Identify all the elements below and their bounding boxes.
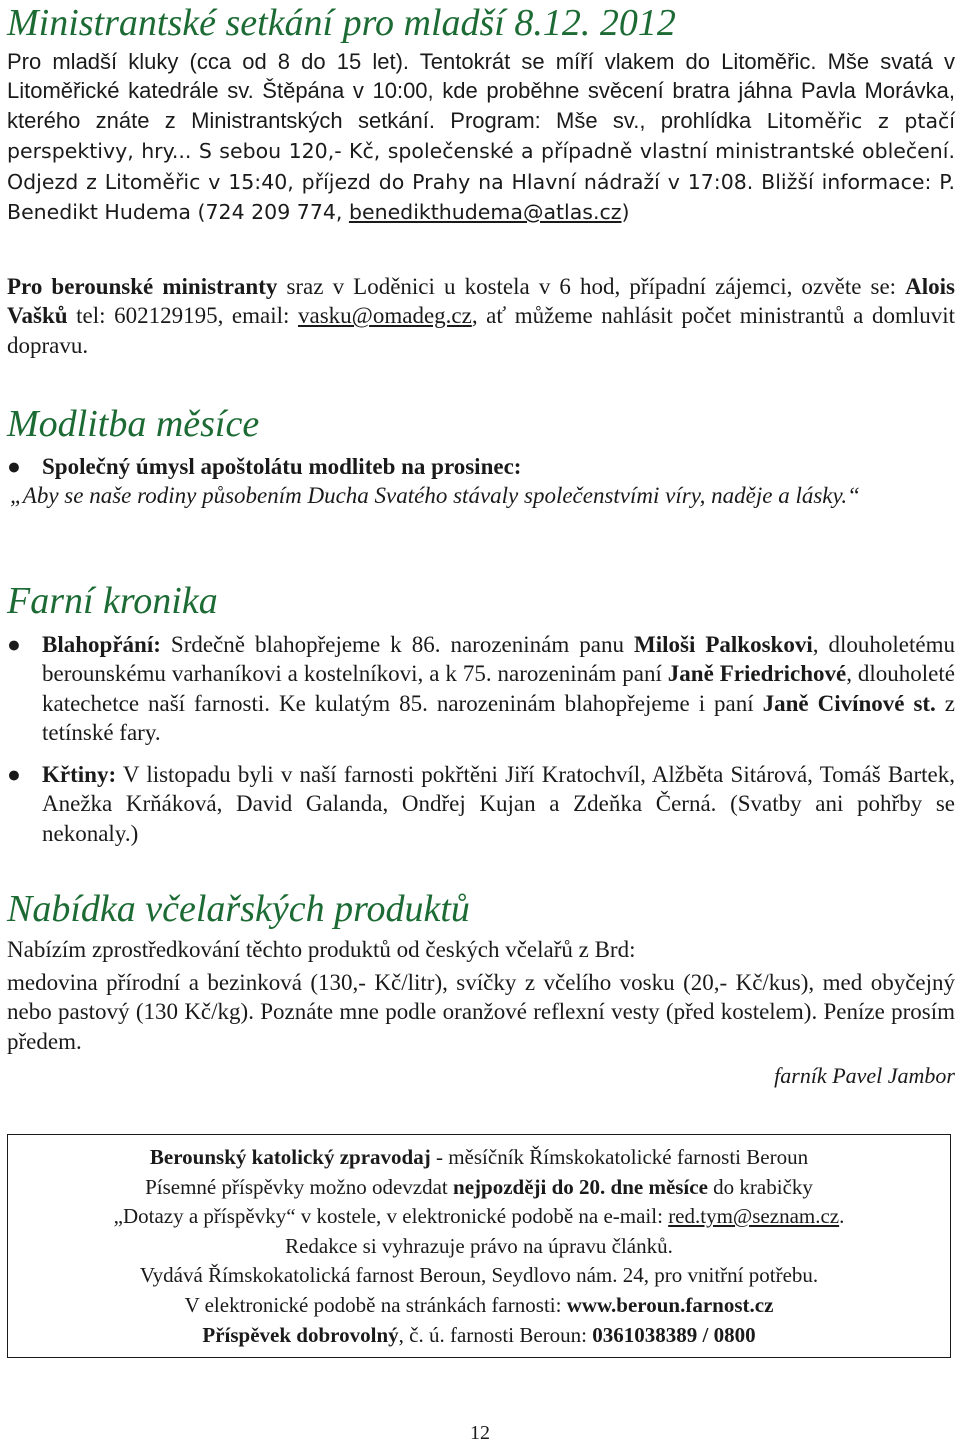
beroun-ministrants-paragraph: [7, 272, 955, 360]
page-number: 12: [470, 1422, 490, 1444]
parish-website: www.beroun.farnost.cz: [566, 1292, 774, 1317]
bee-products-details: medovina přírodní a bezinková (130,- Kč/litr), svíčky z včelího vosku (20,- Kč/kus), med obyčejný nebo pastový (130 Kč/kg). Poznáte mne podle oranžové reflexní vesty (před kostelem). Peníze prosím předem.: [7, 970, 955, 1054]
box-line-6-text: V elektronické podobě na stránkách farnosti:: [184, 1292, 567, 1317]
bullet-icon: ●: [7, 454, 21, 479]
beroun-text-3: , ať můžeme nahlásit počet ministrantů a domluvit dopravu.: [7, 303, 955, 358]
box-line-4: Redakce si vyhrazuje právo na úpravu článků.: [285, 1233, 673, 1258]
celebrant-name-2: Janě Friedrichové: [667, 661, 847, 687]
congrats-text-4: z tetínské fary.: [42, 690, 955, 746]
prayer-intention-label: Společný úmysl apoštolátu modliteb na prosinec:: [42, 454, 522, 479]
prayer-quote: „Aby se naše rodiny působením Ducha Svatého stávaly společenstvími víry, naděje a lásky.“: [10, 483, 860, 508]
box-line-2: [8, 1173, 950, 1203]
celebrant-name-1: Miloši Palkoskovi: [634, 632, 813, 657]
box-line-7: [8, 1321, 950, 1351]
congratulations-bullet: [7, 630, 955, 750]
box-line-2-text-1: Písemné příspěvky možno odevzdat: [145, 1174, 454, 1199]
bee-products-intro: Nabízím zprostředkování těchto produktů od českých včelařů z Brd:: [7, 937, 636, 962]
congrats-text-1: Srdečně blahopřejeme k 86. narozeninám panu: [160, 632, 635, 657]
box-line-6: [8, 1291, 950, 1321]
email-link-vasku[interactable]: vasku@omadeg.cz: [298, 303, 472, 329]
baptisms-label: Křtiny:: [42, 762, 117, 787]
newsletter-name: Berounský katolický zpravodaj: [149, 1145, 431, 1169]
contact-name: Alois Vašků: [7, 274, 956, 329]
box-line-3-text-1: „Dotazy a příspěvky“ v kostele, v elektronické podobě na e-mail:: [113, 1204, 669, 1229]
bullet-icon: ●: [7, 632, 21, 657]
box-line-1-text: - měsíčník Římskokatolické farnosti Beroun: [430, 1145, 809, 1169]
box-line-5: Vydává Římskokatolická farnost Beroun, Seydlovo nám. 24, pro vnitřní potřebu.: [139, 1263, 819, 1288]
box-line-7-text: , č. ú. farnosti Beroun:: [398, 1322, 593, 1347]
bank-account: 0361038389 / 0800: [592, 1322, 756, 1347]
heading-parish-chronicle: Farní kronika: [7, 580, 218, 622]
beroun-text-2: tel: 602129195, email:: [67, 303, 298, 329]
box-line-3: [8, 1202, 950, 1232]
congrats-text-3: , dlouholeté katechetce naší farnosti. Ke kulatým 85. narozeninám blahopřejeme i paní: [42, 661, 955, 716]
newsletter-info-box: [7, 1134, 951, 1358]
heading-bee-products: Nabídka včelařských produktů: [7, 888, 470, 930]
heading-ministrant-meeting: Ministrantské setkání pro mladší 8.12. 2012: [7, 2, 676, 44]
congrats-text-2: , dlouholetému berounskému varhaníkovi a kostelníkovi, a k 75. narozeninám paní: [42, 632, 955, 687]
signature: farník Pavel Jambor: [774, 1063, 955, 1088]
ministrant-meeting-paragraph: [7, 47, 955, 227]
meeting-text-a: Pro mladší kluky (cca od 8 do 15 let). Tentokrát se míří vlakem do Litoměřic. Mše svatá v Litoměřické katedrále sv. Štěpána v 10:00, kde proběhne svěcení bratra jáhna Pavla Morávka, kterého znáte z Ministrantských setkání. Program: Mše sv., prohlídka: [7, 49, 955, 133]
celebrant-name-3: Janě Civínové st.: [762, 690, 936, 716]
prayer-text: [42, 452, 955, 481]
bullet-icon: ●: [7, 762, 21, 787]
editorial-email-link[interactable]: red.tym@seznam.cz: [668, 1204, 840, 1229]
meeting-text-c: ): [621, 200, 630, 225]
deadline: nejpozději do 20. dne měsíce: [453, 1174, 708, 1199]
box-line-3-text-2: .: [839, 1204, 845, 1229]
box-line-1: [8, 1143, 950, 1173]
meeting-text-b: Litoměřic z ptačí perspektivy, hry... S sebou 120,- Kč, společenské a případně vlastní ministrantské oblečení. Odjezd z Litoměřic v 15:40, příjezd do Prahy na Hlavní nádraží v 17:08. Bližší informace: P. Benedikt Hudema (724 209 774,: [7, 108, 955, 225]
baptisms-body: V listopadu byli v naší farnosti pokřtěni Jiří Kratochvíl, Alžběta Sitárová, Tomáš Bartek, Anežka Krňáková, David Galanda, Ondřej Kujan a Zdeňka Černá. (Svatby ani pohřby se nekonaly.): [42, 762, 955, 846]
email-link-hudema[interactable]: benedikthudema@atlas.cz: [348, 200, 622, 225]
congratulations-label: Blahopřání:: [42, 632, 161, 657]
baptisms-text: [42, 760, 955, 848]
congratulations-text: [42, 630, 955, 748]
heading-prayer-of-month: Modlitba měsíce: [7, 403, 260, 445]
baptisms-bullet: [7, 760, 955, 850]
box-line-2-text-2: do krabičky: [707, 1174, 813, 1199]
voluntary-contribution: Příspěvek dobrovolný: [202, 1322, 399, 1347]
beroun-text-1: sraz v Loděnici u kostela v 6 hod, případní zájemci, ozvěte se:: [277, 274, 906, 299]
beroun-ministrants-label: Pro berounské ministranty: [7, 274, 278, 299]
